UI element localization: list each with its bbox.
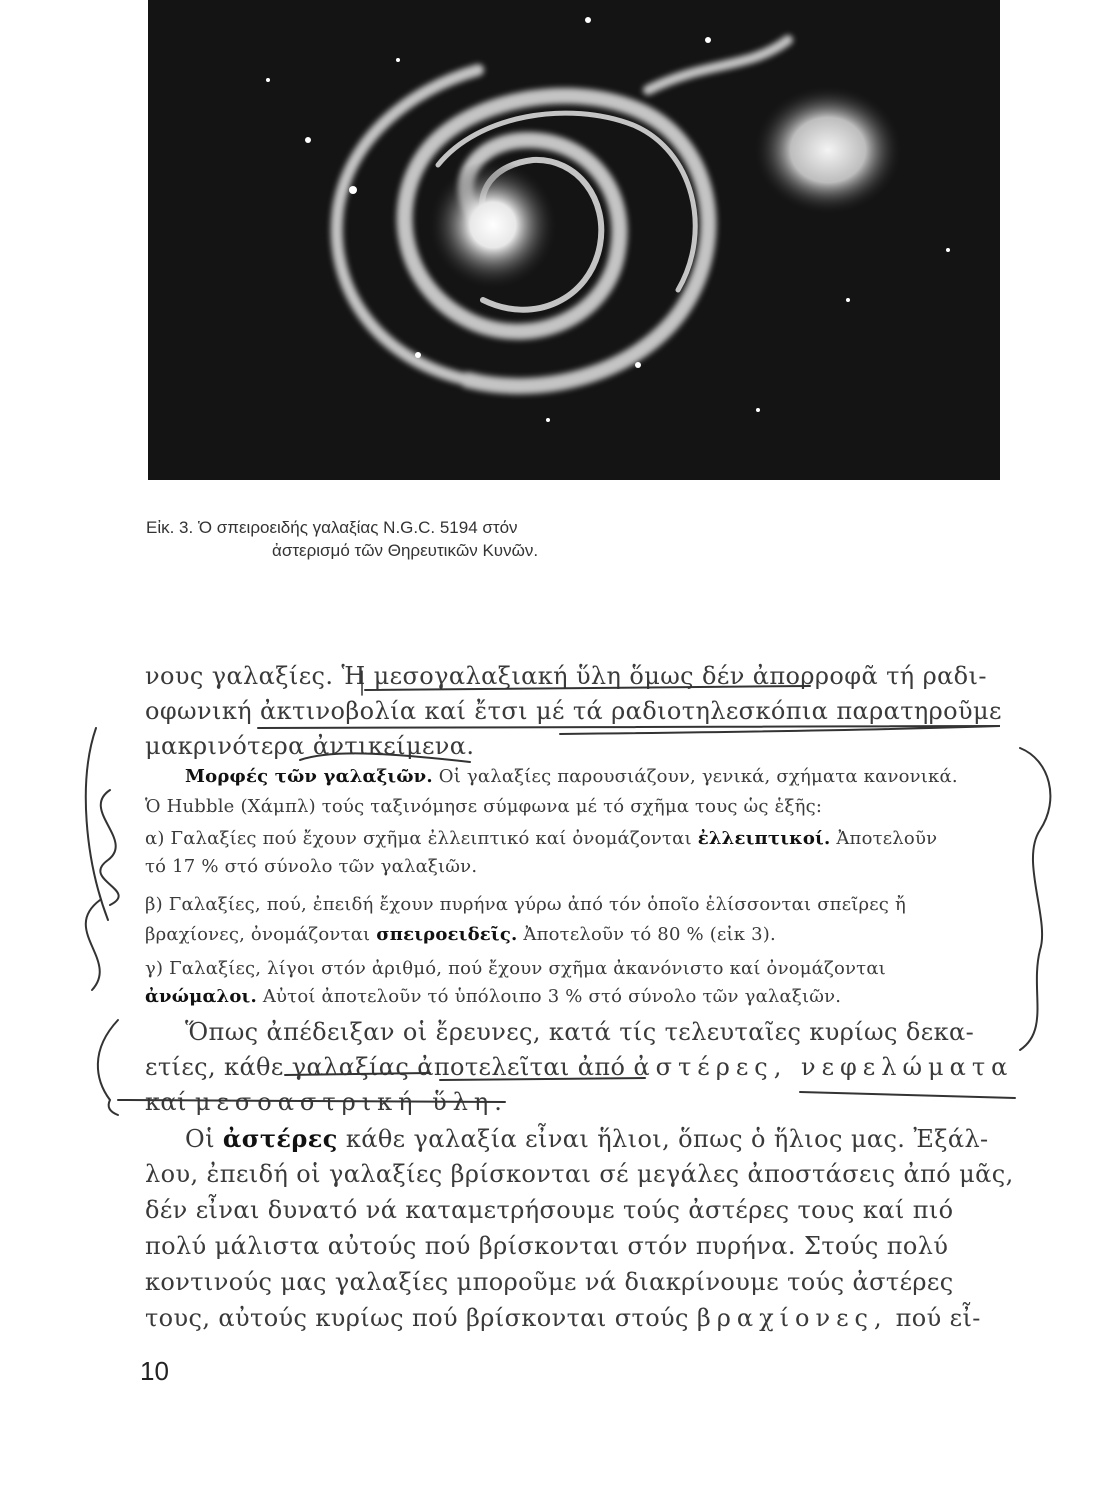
list-item-a bbox=[145, 828, 1015, 849]
spaced-text: μεσοαστρική ὕλη. bbox=[194, 1088, 508, 1116]
text-span: καί bbox=[145, 1088, 195, 1116]
term-elliptical: ἐλλειπτικοί. bbox=[697, 828, 831, 849]
paragraph-line: κοντινούς μας γαλαξίες μποροῦμε νά διακρίνουμε τούς ἀστέρες bbox=[145, 1268, 954, 1296]
text-span: Ἀποτελοῦν bbox=[830, 828, 938, 849]
scribble-mark bbox=[86, 900, 100, 990]
paragraph-line bbox=[145, 986, 1015, 1007]
galaxy-photo bbox=[148, 0, 1000, 480]
caption-line-2: ἀστερισμό τῶν Θηρευτικῶν Κυνῶν. bbox=[272, 541, 539, 560]
text-span: βραχίονες, ὀνομάζονται bbox=[145, 924, 377, 945]
paragraph-line bbox=[145, 1304, 1015, 1332]
paragraph-line: Ὁ Hubble (Χάμπλ) τούς ταξινόμησε σύμφωνα μέ τό σχῆμα τους ὡς ἑξῆς: bbox=[145, 796, 823, 817]
term-stars: ἀστέρες bbox=[222, 1124, 338, 1153]
right-brace-mark bbox=[1020, 748, 1050, 1050]
figure-caption bbox=[146, 516, 746, 562]
paragraph-line: λου, ἐπειδή οἱ γαλαξίες βρίσκονται σέ μεγάλες ἀποστάσεις ἀπό μᾶς, bbox=[145, 1160, 1014, 1188]
paragraph-line: μακρινότερα ἀντικείμενα. bbox=[145, 732, 475, 760]
section-heading: Μορφές τῶν γαλαξιῶν. bbox=[185, 766, 433, 787]
section-forms-line bbox=[145, 766, 1055, 787]
paragraph-line: οφωνική ἀκτινοβολία καί ἔτσι μέ τά ραδιοτηλεσκόπια παρατηροῦμε bbox=[145, 697, 1002, 725]
galaxy-image bbox=[148, 0, 1000, 480]
caption-line-1: Εἰκ. 3. Ὁ σπειροειδής γαλαξίας N.G.C. 5194 στόν bbox=[146, 518, 518, 537]
spaced-text: βραχίονες, bbox=[696, 1304, 888, 1332]
text-span: Αὐτοί ἀποτελοῦν τό ὑπόλοιπο 3 % στό σύνολο τῶν γαλαξιῶν. bbox=[256, 986, 842, 1007]
paragraph-line bbox=[145, 1088, 1015, 1116]
paragraph-line: τό 17 % στό σύνολο τῶν γαλαξιῶν. bbox=[145, 856, 478, 877]
page-number: 10 bbox=[140, 1356, 169, 1386]
list-item-b: β) Γαλαξίες, πού, ἐπειδή ἔχουν πυρήνα γύρω ἀπό τόν ὁποῖο ἑλίσσονται σπεῖρες ἤ bbox=[145, 894, 906, 915]
text-span: Οἱ γαλαξίες παρουσιάζουν, γενικά, σχήματα κανονικά. bbox=[432, 766, 958, 787]
paragraph-line: νους γαλαξίες. Ἡ μεσογαλαξιακή ὕλη ὅμως δέν ἀπορροφᾶ τή ραδι- bbox=[145, 662, 987, 690]
paragraph-line: Ὅπως ἀπέδειξαν οἱ ἔρευνες, κατά τίς τελευταῖες κυρίως δεκα- bbox=[185, 1018, 975, 1046]
term-irregular: ἀνώμαλοι. bbox=[145, 986, 257, 1007]
text-span: Οἱ bbox=[185, 1125, 223, 1153]
text-span: Ἀποτελοῦν τό 80 % (εἰκ 3). bbox=[517, 924, 776, 945]
list-item-c: γ) Γαλαξίες, λίγοι στόν ἀριθμό, πού ἔχουν σχῆμα ἀκανόνιστο καί ὀνομάζονται bbox=[145, 958, 886, 979]
text-span: ετίες, κάθε γαλαξίας ἀποτελεῖται ἀπό bbox=[145, 1053, 634, 1081]
paragraph-line bbox=[145, 924, 1015, 945]
paragraph-line: δέν εἶναι δυνατό νά καταμετρήσουμε τούς ἀστέρες τους καί πιό bbox=[145, 1196, 954, 1224]
text-span: α) Γαλαξίες πού ἔχουν σχῆμα ἐλλειπτικό καί ὀνομάζονται bbox=[145, 828, 698, 849]
text-span: πού εἶ- bbox=[887, 1304, 981, 1332]
left-bracket-mark bbox=[98, 1020, 118, 1115]
text-span: κάθε γαλαξία εἶναι ἥλιοι, ὅπως ὁ ἥλιος μας. Ἐξάλ- bbox=[337, 1125, 989, 1153]
left-bracket-mark bbox=[86, 728, 108, 920]
spaced-text: ἀστέρες, νεφελώματα bbox=[633, 1053, 1014, 1081]
paragraph-line bbox=[145, 1053, 1015, 1081]
paragraph-line bbox=[145, 1124, 1055, 1153]
text-span: τους, αὐτούς κυρίως πού βρίσκονται στούς bbox=[145, 1304, 697, 1332]
term-spiral: σπειροειδεῖς. bbox=[376, 924, 518, 945]
paragraph-line: πολύ μάλιστα αὐτούς πού βρίσκονται στόν πυρήνα. Στούς πολύ bbox=[145, 1232, 949, 1260]
scribble-mark bbox=[100, 790, 118, 905]
